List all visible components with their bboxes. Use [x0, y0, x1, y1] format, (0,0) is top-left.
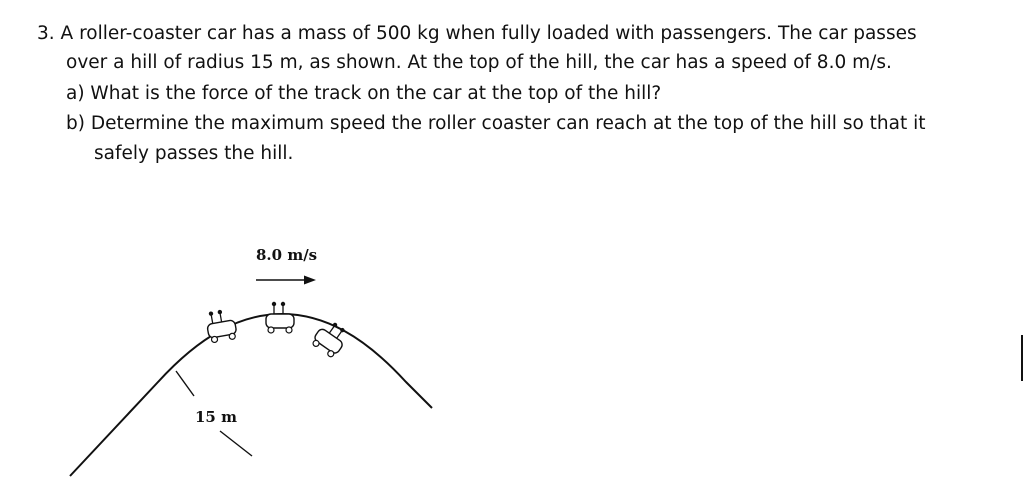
problem-part-a: a) What is the force of the track on the car at the top of the hill? — [66, 83, 662, 104]
radius-line — [176, 371, 194, 396]
speed-label: 8.0 m/s — [256, 246, 318, 264]
problem-line-2: over a hill of radius 15 m, as shown. At the top of the hill, the car has a speed of 8.0 m/s. — [66, 52, 892, 73]
hill-diagram — [60, 230, 460, 485]
problem-part-b-continued: safely passes the hill. — [94, 143, 294, 164]
roller-coaster-figure — [60, 230, 460, 485]
hill-track — [70, 314, 432, 476]
problem-part-b: b) Determine the maximum speed the roller coaster can reach at the top of the hill so that it — [66, 113, 926, 134]
problem-line-1: 3. A roller-coaster car has a mass of 500 kg when fully loaded with passengers. The car passes — [37, 23, 917, 44]
radius-line-lower — [220, 431, 252, 456]
edge-divider — [1021, 335, 1023, 381]
velocity-arrow-icon — [256, 276, 316, 285]
radius-label: 15 m — [195, 408, 237, 426]
roller-coaster-car-icon — [266, 302, 294, 333]
